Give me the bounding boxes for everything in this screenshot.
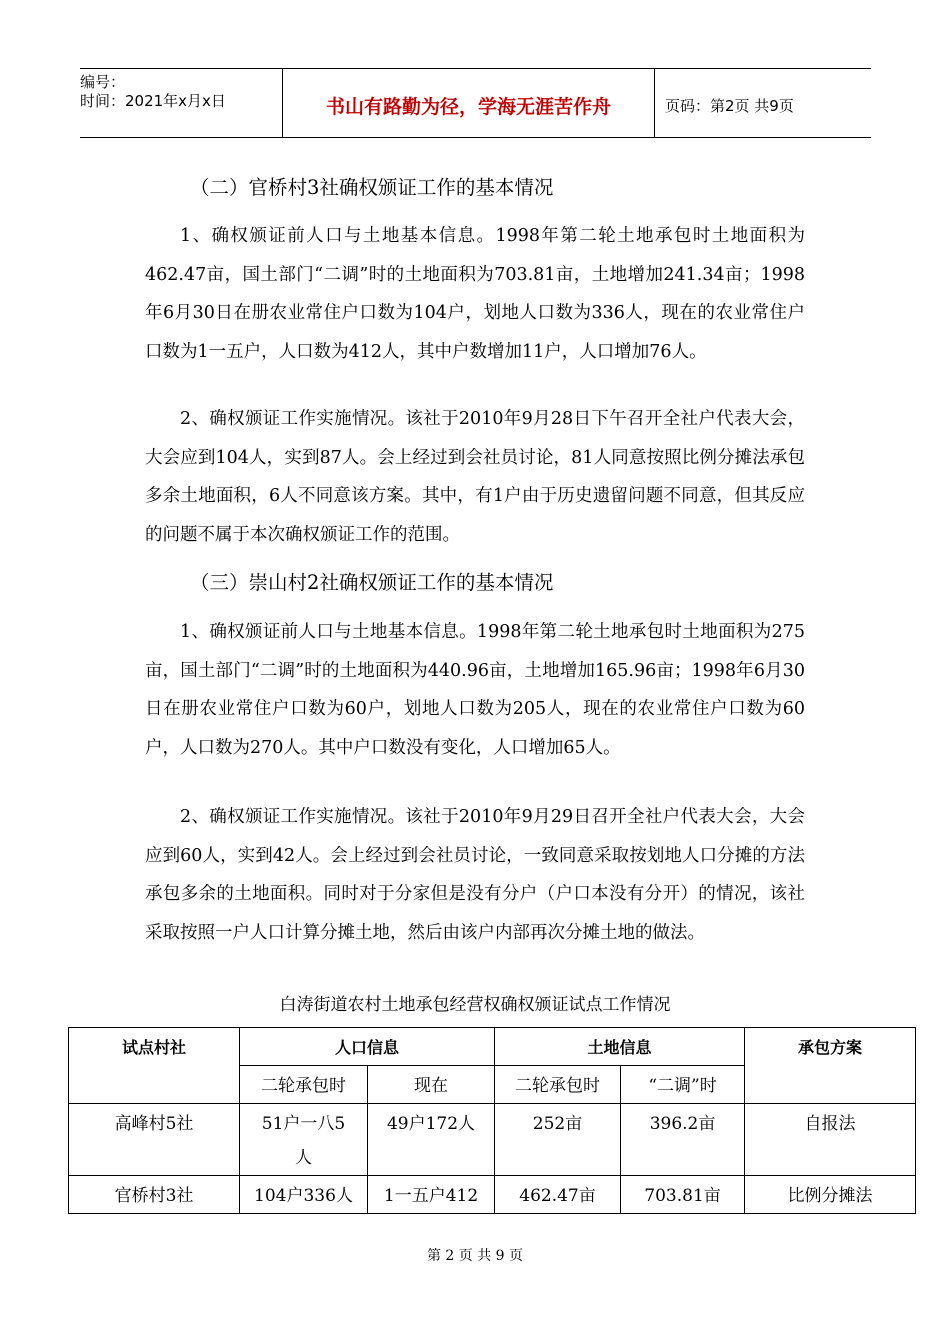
section-2-paragraph-2: 2、确权颁证工作实施情况。该社于2010年9月28日下午召开全社户代表大会，大会应到104人，实到87人。会上经过到会社员讨论，81人同意按照比例分摊法承包多余土地面积，6人不同意该方案。其中，有1户由于历史遗留问题不同意，但其反应的问题不属于本次确权颁证工作的范围。 (145, 409, 805, 545)
table-caption: 白涛街道农村土地承包经营权确权颁证试点工作情况 (279, 995, 671, 1015)
table-row (69, 1176, 916, 1214)
cell-pop-now: 49户172人 (368, 1104, 495, 1176)
section-2-title: （二）官桥村3社确权颁证工作的基本情况 (190, 176, 554, 199)
table-row (69, 1104, 916, 1176)
page-header (80, 68, 871, 138)
subheader-land-survey: “二调”时 (621, 1066, 745, 1104)
cell-land-survey: 396.2亩 (621, 1104, 745, 1176)
subheader-pop-round2: 二轮承包时 (240, 1066, 368, 1104)
header-time: 时间：2021年x月x日 (80, 92, 226, 110)
header-land: 土地信息 (495, 1028, 745, 1066)
page-footer: 第 2 页 共 9 页 (426, 1248, 524, 1264)
section-3-paragraph-1: 1、确权颁证前人口与土地基本信息。1998年第二轮土地承包时土地面积为275亩，国土部门“二调”时的土地面积为440.96亩，土地增加165.96亩；1998年6月30日在册农业常住户口数为60户，划地人口数为205人，现在的农业常住户口数为60户，人口数为270人。其中户口数没有变化，人口增加65人。 (145, 622, 805, 758)
subheader-land-round2: 二轮承包时 (495, 1066, 621, 1104)
header-plan: 承包方案 (745, 1028, 916, 1104)
cell-pop-round2: 51户一八5人 (240, 1104, 368, 1176)
header-motto: 书山有路勤为径，学海无涯苦作舟 (283, 69, 655, 137)
section-3-paragraph-2: 2、确权颁证工作实施情况。该社于2010年9月29日召开全社户代表大会，大会应到60人，实到42人。会上经过到会社员讨论，一致同意采取按划地人口分摊的方法承包多余的土地面积。同时对于分家但是没有分户（户口本没有分开）的情况，该社采取按照一户人口计算分摊土地，然后由该户内部再次分摊土地的做法。 (145, 807, 805, 943)
section-2-paragraph-1: 1、确权颁证前人口与土地基本信息。1998年第二轮土地承包时土地面积为462.47亩，国土部门“二调”时的土地面积为703.81亩，土地增加241.34亩；1998年6月30日在册农业常住户口数为104户，划地人口数为336人，现在的农业常住户口数为1一五户，人口数为412人，其中户数增加11户，人口增加76人。 (145, 226, 805, 362)
pilot-work-table (68, 1027, 916, 1214)
cell-village: 高峰村5社 (69, 1104, 240, 1176)
cell-land-round2: 252亩 (495, 1104, 621, 1176)
cell-plan: 自报法 (745, 1104, 916, 1176)
header-village: 试点村社 (69, 1028, 240, 1104)
header-number: 编号： (80, 73, 126, 91)
cell-land-survey: 703.81亩 (621, 1176, 745, 1214)
table-header-row (69, 1028, 916, 1066)
subheader-pop-now: 现在 (368, 1066, 495, 1104)
cell-pop-now: 1一五户412 (368, 1176, 495, 1214)
section-3-title: （三）崇山村2社确权颁证工作的基本情况 (190, 571, 554, 594)
cell-pop-round2: 104户336人 (240, 1176, 368, 1214)
cell-plan: 比例分摊法 (745, 1176, 916, 1214)
header-meta (80, 69, 283, 137)
cell-village: 官桥村3社 (69, 1176, 240, 1214)
header-page-info: 页码：第2页 共9页 (665, 96, 794, 115)
header-population: 人口信息 (240, 1028, 495, 1066)
cell-land-round2: 462.47亩 (495, 1176, 621, 1214)
